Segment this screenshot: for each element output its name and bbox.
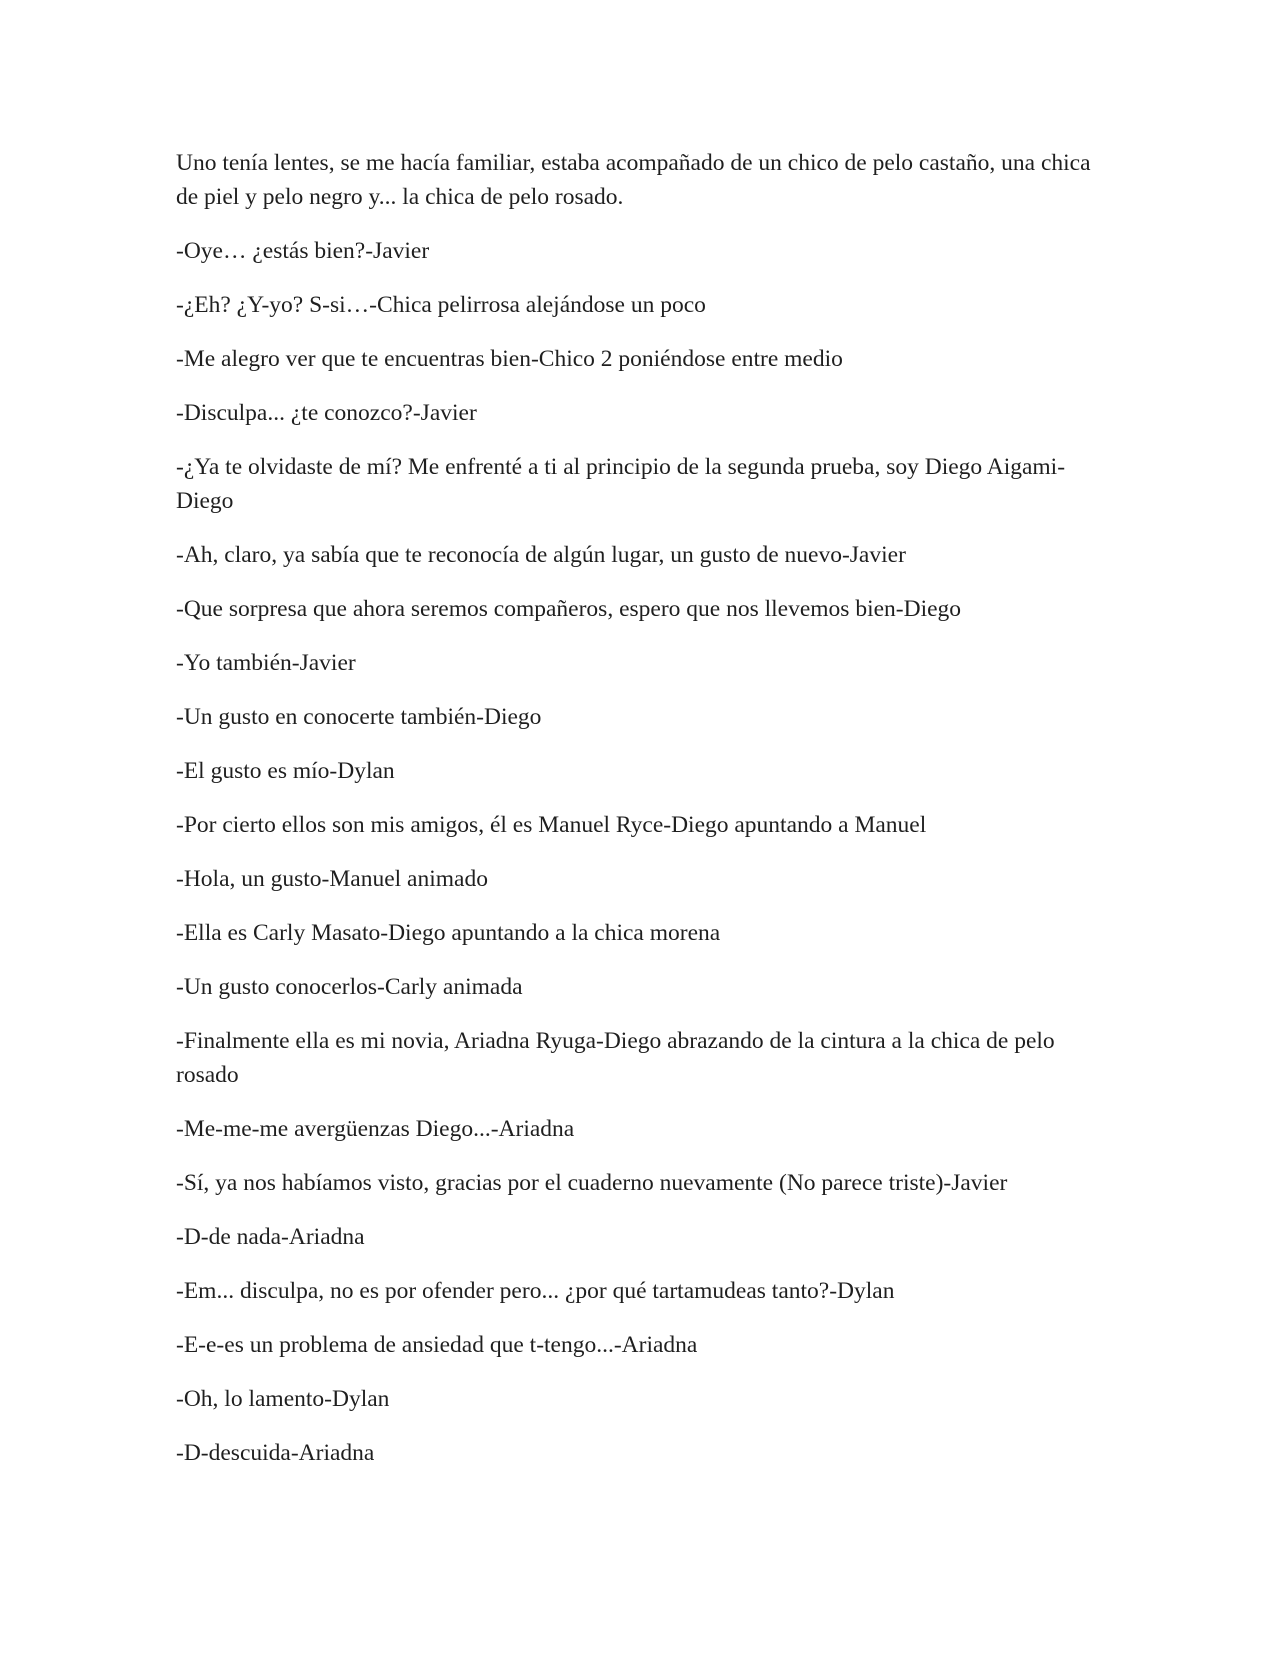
- document-body: [176, 146, 1106, 1490]
- dialogue-line: -Finalmente ella es mi novia, Ariadna Ryuga-Diego abrazando de la cintura a la chica de pelo rosado: [176, 1028, 1055, 1088]
- dialogue-line: -E-e-es un problema de ansiedad que t-tengo...-Ariadna: [176, 1332, 698, 1358]
- dialogue-line: -Ella es Carly Masato-Diego apuntando a la chica morena: [176, 920, 721, 946]
- dialogue-line: -Oh, lo lamento-Dylan: [176, 1386, 390, 1412]
- dialogue-line: -D-de nada-Ariadna: [176, 1224, 365, 1250]
- dialogue-line: -Yo también-Javier: [176, 650, 356, 676]
- dialogue-line: -Que sorpresa que ahora seremos compañeros, espero que nos llevemos bien-Diego: [176, 596, 962, 622]
- dialogue-line: -Por cierto ellos son mis amigos, él es Manuel Ryce-Diego apuntando a Manuel: [176, 812, 927, 838]
- dialogue-line: -Un gusto en conocerte también-Diego: [176, 704, 542, 730]
- dialogue-line: -Me alegro ver que te encuentras bien-Chico 2 poniéndose entre medio: [176, 346, 843, 372]
- dialogue-line: -El gusto es mío-Dylan: [176, 758, 395, 784]
- dialogue-line: -Sí, ya nos habíamos visto, gracias por el cuaderno nuevamente (No parece triste)-Javier: [176, 1170, 1008, 1196]
- dialogue-line: -D-descuida-Ariadna: [176, 1440, 375, 1466]
- dialogue-line: -¿Eh? ¿Y-yo? S-si…-Chica pelirrosa alejándose un poco: [176, 292, 706, 318]
- dialogue-line: -¿Ya te olvidaste de mí? Me enfrenté a ti al principio de la segunda prueba, soy Diego Aigami-Diego: [176, 454, 1066, 514]
- dialogue-line: -Oye… ¿estás bien?-Javier: [176, 238, 430, 264]
- dialogue-line: -Ah, claro, ya sabía que te reconocía de algún lugar, un gusto de nuevo-Javier: [176, 542, 906, 568]
- dialogue-line: -Em... disculpa, no es por ofender pero... ¿por qué tartamudeas tanto?-Dylan: [176, 1278, 895, 1304]
- dialogue-line: -Hola, un gusto-Manuel animado: [176, 866, 488, 892]
- dialogue-line: -Me-me-me avergüenzas Diego...-Ariadna: [176, 1116, 575, 1142]
- dialogue-line: -Disculpa... ¿te conozco?-Javier: [176, 400, 477, 426]
- dialogue-line: -Un gusto conocerlos-Carly animada: [176, 974, 523, 1000]
- paragraph-narration: Uno tenía lentes, se me hacía familiar, estaba acompañado de un chico de pelo castaño, una chica de piel y pelo negro y... la chica de pelo rosado.: [176, 150, 1091, 210]
